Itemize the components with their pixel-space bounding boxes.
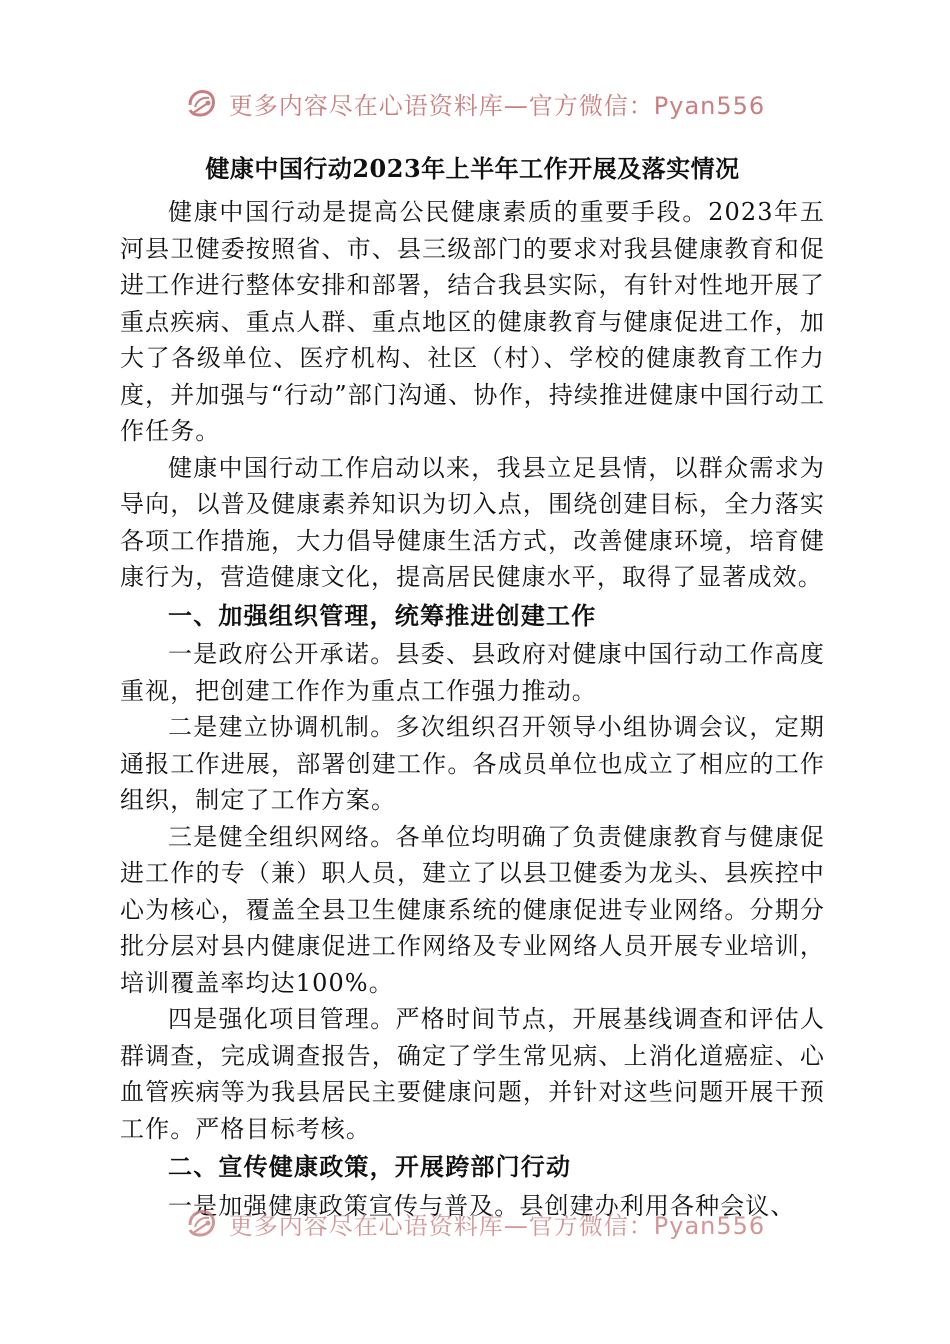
watermark-footer: [0, 1200, 950, 1246]
section-2-paragraph-1: 一是加强健康政策宣传与普及。县创建办利用各种会议、: [168, 1191, 796, 1220]
section-1-paragraph-2: 二是建立协调机制。多次组织召开领导小组协调会议，定期通报工作进展，部署创建工作。各成员单位也成立了相应的工作组织，制定了工作方案。: [120, 713, 825, 814]
intro-paragraph-1: 健康中国行动是提高公民健康素质的重要手段。2023年五河县卫健委按照省、市、县三级部门的要求对我县健康教育和促进工作进行整体安排和部署，结合我县实际，有针对性地开展了重点疾病、重点人群、重点地区的健康教育与健康促进工作，加大了各级单位、医疗机构、社区（村）、学校的健康教育工作力度，并加强与“行动”部门沟通、协作，持续推进健康中国行动工作任务。: [120, 198, 825, 445]
section-2-heading: 二、宣传健康政策，开展跨部门行动: [168, 1152, 572, 1181]
section-1-paragraph-4: 四是强化项目管理。严格时间节点，开展基线调查和评估人群调查，完成调查报告，确定了学生常见病、上消化道癌症、心血管疾病等为我县居民主要健康问题，并针对这些问题开展干预工作。严格目标考核。: [120, 1005, 825, 1143]
watermark-text: 更多内容尽在心语资料库—官方微信：Pyan556: [228, 1211, 766, 1240]
library-logo-icon: [185, 1206, 219, 1240]
watermark-header: [0, 80, 950, 126]
section-1-paragraph-3: 三是健全组织网络。各单位均明确了负责健康教育与健康促进工作的专（兼）职人员，建立了以县卫健委为龙头、县疾控中心为核心，覆盖全县卫生健康系统的健康促进专业网络。分期分批分层对县内健康促进工作网络及专业网络人员开展专业培训，培训覆盖率均达100%。: [120, 822, 825, 997]
section-1-heading: 一、加强组织管理，统筹推进创建工作: [168, 600, 597, 630]
library-logo-icon: [185, 86, 219, 120]
intro-paragraph-2: 健康中国行动工作启动以来，我县立足县情，以群众需求为导向，以普及健康素养知识为切入点，围绕创建目标，全力落实各项工作措施，大力倡导健康生活方式，改善健康环境，培育健康行为，营造健康文化，提高居民健康水平，取得了显著成效。: [120, 453, 825, 591]
watermark-text: 更多内容尽在心语资料库—官方微信：Pyan556: [228, 91, 766, 120]
document-body: [120, 150, 825, 1224]
section-1-paragraph-1: 一是政府公开承诺。县委、县政府对健康中国行动工作高度重视，把创建工作作为重点工作强力推动。: [120, 640, 825, 705]
document-title: 健康中国行动2023年上半年工作开展及落实情况: [205, 154, 740, 183]
